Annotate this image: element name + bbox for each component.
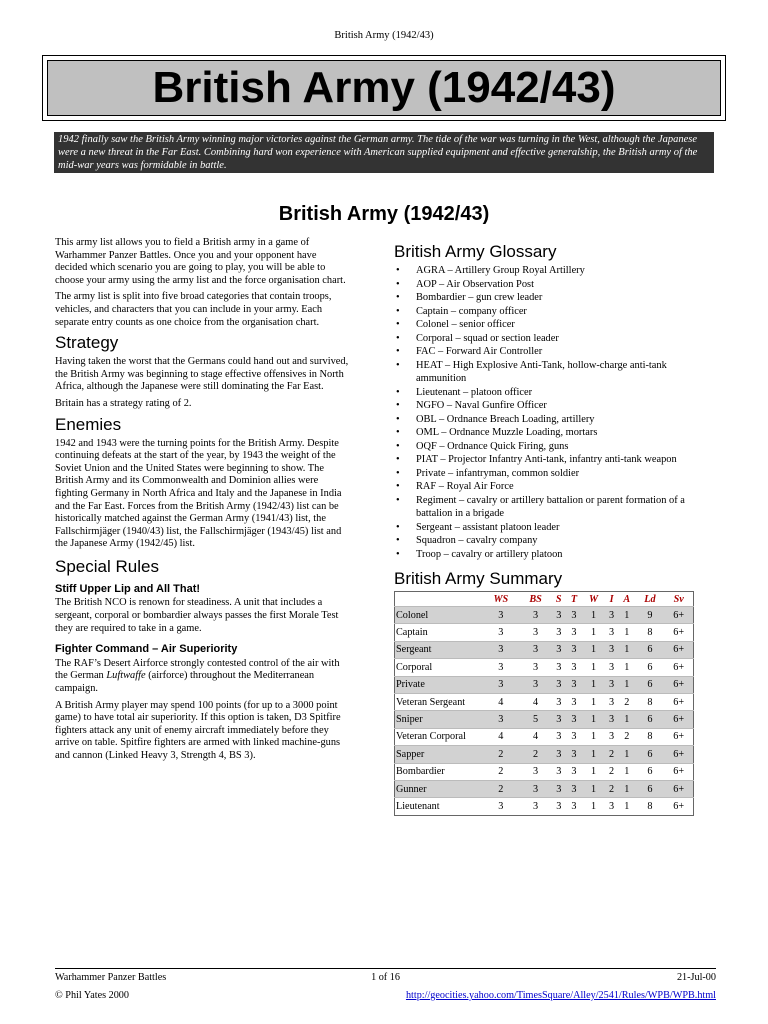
glossary-item: • AGRA – Artillery Group Royal Artillery <box>394 264 718 278</box>
summary-row <box>395 780 694 797</box>
stat-cell: 1 <box>582 676 605 693</box>
unit-name: Sergeant <box>395 641 483 658</box>
stat-cell: 2 <box>482 746 520 763</box>
stat-cell: 8 <box>635 693 664 710</box>
stat-cell: 3 <box>552 728 566 745</box>
stat-cell: 6+ <box>664 746 693 763</box>
stat-cell: 4 <box>482 693 520 710</box>
column-header: T <box>570 593 578 605</box>
unit-name: Corporal <box>395 659 483 676</box>
summary-row <box>395 711 694 728</box>
stat-cell: 1 <box>618 676 635 693</box>
summary-row <box>395 728 694 745</box>
glossary-item: • Squadron – cavalry company <box>394 534 718 548</box>
footer-game-title: Warhammer Panzer Battles <box>55 972 167 983</box>
section-title: British Army (1942/43) <box>278 203 490 225</box>
fighter-command-heading: Fighter Command – Air Superiority <box>55 643 238 656</box>
stat-cell: 1 <box>618 780 635 797</box>
stat-cell: 6+ <box>664 641 693 658</box>
stat-cell: 3 <box>482 641 520 658</box>
glossary-item: • PIAT – Projector Infantry Anti-tank, infantry anti-tank weapon <box>394 453 718 467</box>
unit-name: Colonel <box>395 607 483 624</box>
unit-name: Veteran Corporal <box>395 728 483 745</box>
glossary-item: • OML – Ordnance Muzzle Loading, mortars <box>394 426 718 440</box>
stat-cell: 6+ <box>664 798 693 815</box>
stat-cell: 3 <box>605 641 618 658</box>
stat-cell: 6+ <box>664 676 693 693</box>
summary-row <box>395 641 694 658</box>
stat-cell: 6 <box>635 659 664 676</box>
stat-cell: 6+ <box>664 728 693 745</box>
title-banner <box>42 55 726 121</box>
stat-cell: 1 <box>582 624 605 641</box>
stiff-upper-lip-paragraph: The British NCO is renown for steadiness. A unit that includes a sergeant, corporal or bombardier always passes the first Morale Test they are required to take in a game. <box>55 597 339 634</box>
stat-cell: 8 <box>635 728 664 745</box>
intro-paragraph-2: The army list is split into five broad categories that contain troops, vehicles, and characters that you can include in your army. Each separate entry counts as one choice from the organisation chart. <box>55 291 332 328</box>
glossary-item: • Sergeant – assistant platoon leader <box>394 521 718 535</box>
glossary-item: • Regiment – cavalry or artillery battalion or parent formation of a battalion in a brigade <box>394 494 718 521</box>
stat-cell: 6+ <box>664 624 693 641</box>
unit-name: Gunner <box>395 780 483 797</box>
stat-cell: 6 <box>635 641 664 658</box>
column-header: A <box>623 593 631 605</box>
summary-row <box>395 693 694 710</box>
summary-table <box>394 591 694 816</box>
stat-cell: 1 <box>618 659 635 676</box>
stat-cell: 1 <box>582 607 605 624</box>
stat-cell: 1 <box>582 798 605 815</box>
stat-cell: 2 <box>605 763 618 780</box>
glossary-list <box>394 264 718 561</box>
stat-cell: 2 <box>520 746 552 763</box>
stat-cell: 1 <box>582 659 605 676</box>
stat-cell: 3 <box>566 624 582 641</box>
stat-cell: 3 <box>520 641 552 658</box>
stat-cell: 3 <box>552 624 566 641</box>
fighter-text-c: (airforce) throughout the Mediterranean campaign. <box>55 670 315 695</box>
stat-cell: 6 <box>635 746 664 763</box>
stat-cell: 1 <box>618 624 635 641</box>
intro-paragraph-1: This army list allows you to field a British army in a game of Warhammer Panzer Battles. Once you and your opponent have decided which scenario you are going to play, you will be able to choose your army using the army list and the force organisation chart. <box>55 237 346 286</box>
stat-cell: 3 <box>566 746 582 763</box>
stat-cell: 3 <box>552 676 566 693</box>
stat-cell: 1 <box>618 798 635 815</box>
column-header: WS <box>493 593 509 605</box>
stat-cell: 4 <box>520 693 552 710</box>
stat-cell: 6+ <box>664 780 693 797</box>
stat-cell: 5 <box>520 711 552 728</box>
stiff-upper-lip-heading: Stiff Upper Lip and All That! <box>55 582 201 595</box>
stat-cell: 3 <box>566 798 582 815</box>
stat-cell: 6+ <box>664 693 693 710</box>
stat-cell: 6 <box>635 780 664 797</box>
summary-row <box>395 607 694 624</box>
left-column <box>55 237 351 767</box>
glossary-item: • RAF – Royal Air Force <box>394 480 718 494</box>
stat-cell: 1 <box>618 641 635 658</box>
luftwaffe-term: Luftwaffe <box>106 670 146 682</box>
column-header: W <box>588 593 599 605</box>
stat-cell: 3 <box>482 676 520 693</box>
stat-cell: 3 <box>605 728 618 745</box>
stat-cell: 6 <box>635 711 664 728</box>
stat-cell: 3 <box>482 624 520 641</box>
unit-name: Captain <box>395 624 483 641</box>
stat-cell: 3 <box>605 711 618 728</box>
stat-cell: 3 <box>552 607 566 624</box>
title-banner-inner <box>47 60 721 116</box>
enemies-heading: Enemies <box>55 414 122 434</box>
summary-body <box>395 607 694 816</box>
stat-cell: 3 <box>552 746 566 763</box>
stat-cell: 8 <box>635 798 664 815</box>
summary-row <box>395 798 694 815</box>
stat-cell: 3 <box>605 659 618 676</box>
stat-cell: 3 <box>566 711 582 728</box>
footer-copyright: © Phil Yates 2000 <box>55 990 129 1001</box>
stat-cell: 3 <box>552 780 566 797</box>
special-rules-heading: Special Rules <box>55 556 159 576</box>
stat-cell: 1 <box>582 763 605 780</box>
fighter-command-paragraph-1 <box>55 658 351 696</box>
stat-cell: 3 <box>482 607 520 624</box>
fighter-text-a: The RAF’s Desert Airforce strongly contested control of the air with the German <box>55 657 340 682</box>
stat-cell: 3 <box>552 641 566 658</box>
stat-cell: 4 <box>520 728 552 745</box>
glossary-item: • Colonel – senior officer <box>394 318 718 332</box>
stat-cell: 3 <box>482 711 520 728</box>
stat-cell: 1 <box>618 607 635 624</box>
stat-cell: 3 <box>552 763 566 780</box>
footer-url-link[interactable]: http://geocities.yahoo.com/TimesSquare/Alley/2541/Rules/WPB/WPB.html <box>405 990 716 1001</box>
stat-cell: 3 <box>552 659 566 676</box>
name-column-header <box>395 592 483 607</box>
glossary-item: • HEAT – High Explosive Anti-Tank, hollow-charge anti-tank ammunition <box>394 359 718 386</box>
stat-cell: 3 <box>520 659 552 676</box>
unit-name: Sniper <box>395 711 483 728</box>
stat-cell: 8 <box>635 624 664 641</box>
unit-name: Private <box>395 676 483 693</box>
stat-cell: 3 <box>482 659 520 676</box>
stat-cell: 3 <box>520 780 552 797</box>
glossary-item: • Private – infantryman, common soldier <box>394 467 718 481</box>
stat-cell: 1 <box>618 763 635 780</box>
column-header: I <box>609 593 614 605</box>
column-header: S <box>555 593 562 605</box>
stat-cell: 1 <box>582 780 605 797</box>
stat-cell: 3 <box>552 693 566 710</box>
summary-row <box>395 624 694 641</box>
strategy-paragraph-2: Britain has a strategy rating of 2. <box>55 397 192 409</box>
glossary-item: • OQF – Ordnance Quick Firing, guns <box>394 440 718 454</box>
right-column <box>394 242 718 816</box>
glossary-item: • OBL – Ordnance Breach Loading, artillery <box>394 413 718 427</box>
stat-cell: 4 <box>482 728 520 745</box>
stat-cell: 6+ <box>664 659 693 676</box>
summary-row <box>395 763 694 780</box>
stat-cell: 6+ <box>664 763 693 780</box>
stat-cell: 2 <box>618 728 635 745</box>
glossary-item: • Bombardier – gun crew leader <box>394 291 718 305</box>
stat-cell: 2 <box>482 780 520 797</box>
stat-cell: 3 <box>482 798 520 815</box>
unit-name: Bombardier <box>395 763 483 780</box>
unit-name: Lieutenant <box>395 798 483 815</box>
page-number: 1 of 16 <box>371 972 400 983</box>
stat-cell: 3 <box>605 798 618 815</box>
stat-cell: 3 <box>520 624 552 641</box>
stat-cell: 3 <box>520 798 552 815</box>
page-footer <box>55 968 716 1005</box>
unit-name: Sapper <box>395 746 483 763</box>
glossary-item: • Lieutenant – platoon officer <box>394 386 718 400</box>
stat-cell: 1 <box>582 728 605 745</box>
stat-cell: 2 <box>605 746 618 763</box>
stat-cell: 3 <box>520 763 552 780</box>
stat-cell: 3 <box>566 659 582 676</box>
glossary-heading: British Army Glossary <box>394 242 557 261</box>
stat-cell: 6+ <box>664 711 693 728</box>
stat-cell: 1 <box>582 693 605 710</box>
unit-name: Veteran Sergeant <box>395 693 483 710</box>
summary-row <box>395 659 694 676</box>
stat-cell: 3 <box>566 641 582 658</box>
summary-heading: British Army Summary <box>394 569 563 588</box>
stat-cell: 3 <box>566 780 582 797</box>
stat-cell: 1 <box>582 711 605 728</box>
stat-cell: 3 <box>605 607 618 624</box>
glossary-item: • NGFO – Naval Gunfire Officer <box>394 399 718 413</box>
stat-cell: 6 <box>635 763 664 780</box>
stat-cell: 1 <box>582 641 605 658</box>
running-header: British Army (1942/43) <box>334 30 434 41</box>
column-header: Sv <box>673 593 684 605</box>
footer-row-1 <box>55 969 716 987</box>
summary-header-row <box>395 592 694 607</box>
stat-cell: 3 <box>520 607 552 624</box>
stat-cell: 2 <box>618 693 635 710</box>
glossary-item: • AOP – Air Observation Post <box>394 278 718 292</box>
stat-cell: 3 <box>566 763 582 780</box>
stat-cell: 3 <box>566 693 582 710</box>
stat-cell: 3 <box>605 624 618 641</box>
stat-cell: 3 <box>566 676 582 693</box>
strategy-heading: Strategy <box>55 333 119 353</box>
intro-box: 1942 finally saw the British Army winning major victories against the German army. The tide of the war was turning in the West, although the Japanese were a new threat in the Far East. Combining hard won experience with American supplied equipment and effective generalship, the British army of the mid-war years was formidable in battle. <box>54 132 714 173</box>
stat-cell: 1 <box>582 746 605 763</box>
glossary-item: • Captain – company officer <box>394 305 718 319</box>
stat-cell: 6 <box>635 676 664 693</box>
stat-cell: 9 <box>635 607 664 624</box>
footer-row-2 <box>55 987 716 1005</box>
stat-cell: 3 <box>605 693 618 710</box>
stat-cell: 1 <box>618 711 635 728</box>
glossary-item: • Troop – cavalry or artillery platoon <box>394 548 718 562</box>
stat-cell: 3 <box>552 798 566 815</box>
enemies-paragraph: 1942 and 1943 were the turning points for the British Army. Despite continuing defeats at the start of the year, by 1943 the weight of the Soviet Union and the United States were beginning to show. The British Army and its Commonwealth and Dominion allies were fighting Germany in North Africa and Italy and the Japanese in India and the Far East. Forces from the British Army (1942/43) list can be historically matched against the German Army (1941/43) list, the Fallschirmjäger (1940/43) list, the Fallschirmjäger (1943/45) list and the Japanese Army (1942/45) list. <box>55 437 342 550</box>
footer-date: 21-Jul-00 <box>676 972 716 983</box>
fighter-command-paragraph-2: A British Army player may spend 100 points (for up to a 3000 point game) to have total air superiority. If this option is taken, D3 Spitfire fighters attack any unit of enemy aircraft immediately before they arrive on table. Spitfire fighters are armed with linked machine-guns and cannon (Linked Heavy 3, Strength 4, BS 3). <box>55 699 341 761</box>
column-header: Ld <box>644 593 656 605</box>
stat-cell: 6+ <box>664 607 693 624</box>
stat-cell: 3 <box>552 711 566 728</box>
strategy-paragraph-1: Having taken the worst that the Germans could hand out and survived, the British Army was beginning to stage effective offensives in North Africa, although the Japanese were still dominating the Far East. <box>55 356 349 393</box>
summary-row <box>395 676 694 693</box>
stat-cell: 2 <box>482 763 520 780</box>
glossary-item: • Corporal – squad or section leader <box>394 332 718 346</box>
stat-cell: 2 <box>605 780 618 797</box>
column-header: BS <box>529 593 542 605</box>
page-title: British Army (1942/43) <box>152 63 616 112</box>
stat-cell: 3 <box>566 728 582 745</box>
glossary-item: • FAC – Forward Air Controller <box>394 345 718 359</box>
stat-cell: 3 <box>520 676 552 693</box>
stat-cell: 1 <box>618 746 635 763</box>
stat-cell: 3 <box>566 607 582 624</box>
stat-cell: 3 <box>605 676 618 693</box>
summary-row <box>395 746 694 763</box>
